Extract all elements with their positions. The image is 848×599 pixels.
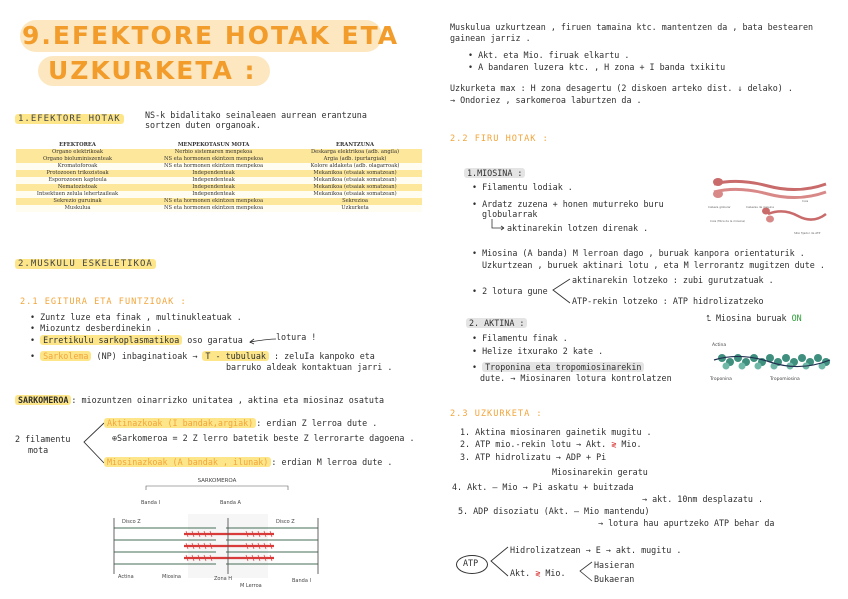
structure-bullet-4: • Sarkolema (NP) inbaginatioak → T - tubuluak : zeluIa kanpoko eta	[30, 351, 375, 361]
step-2-zigzag-icon: ≷	[611, 439, 617, 449]
table-row	[16, 191, 422, 198]
miosina-bullet-3b: Uzkurtzean , buruek aktinari lotu , eta M lerrorantz mugitzen dute .	[482, 260, 825, 270]
miosina-bullet-4: • 2 lotura gune	[472, 286, 548, 296]
structure-bullet-1: • Zuntz luze eta finak , multinukleatuak .	[30, 312, 242, 322]
step-2-text: 2. ATP mio.-rekin lotu → Akt.	[460, 439, 607, 449]
effector-table-wrap	[16, 141, 422, 212]
page-title-line-1: 9.EFEKTORE HOTAK ETA	[22, 21, 400, 50]
lotura-gune-bracket	[550, 276, 572, 306]
aktina-bullet-1-text: Filamentu finak .	[482, 333, 568, 343]
table-cell-menpekotasuna: Nerbio sistemaren menpekoa	[139, 149, 288, 156]
table-cell-erantzuna: Mekanikoa (etsaiak somatzean)	[288, 170, 422, 177]
table-cell-efektorea: Organo bioluminiszenteak	[16, 156, 139, 163]
intro-bullet-2-text: A bandaren luzera ktc. , H zona + I banda txikitu	[478, 62, 726, 72]
table-row	[16, 184, 422, 191]
atp-bukaeran: Bukaeran	[594, 574, 635, 584]
sarcomere-diagram	[106, 474, 328, 594]
intro-line-2: gainean jarriz .	[450, 33, 531, 43]
table-row	[16, 198, 422, 205]
actin-figure	[710, 338, 832, 384]
uzkurketa-step-1: 1. Aktina miosinaren gainetik mugitu .	[460, 427, 652, 437]
myosin-fig-label-5: Sitio fijador de ATP	[794, 231, 821, 235]
myosin-fig-label-1: Cabezas de miosina	[746, 205, 775, 209]
actina-fig-label: Actina	[712, 343, 727, 348]
table-header-menpekotasun: MENPEKOTASUN MOTA	[177, 142, 250, 148]
miosina-on-line: ⮤ Miosina buruak ON	[706, 313, 802, 323]
intro-bullet-1: • Akt. eta Mio. firuak elkartu .	[468, 50, 630, 60]
diagram-banda-i-right: Banda I	[292, 578, 311, 584]
structure-bullet-2: • Miozuntz desberdinekin .	[30, 323, 162, 333]
atp-zigzag-icon: ≷	[535, 568, 541, 578]
tropomiosina-fig-label: Tropomiosina	[770, 377, 800, 382]
structure-bullet-1-text: Zuntz luze eta finak , multinukleatuak .	[40, 312, 242, 322]
myosin-figure	[708, 164, 832, 242]
table-header-erantzuna: ERANTZUNA	[336, 142, 375, 148]
aktina-bullet-1: • Filamentu finak .	[472, 333, 568, 343]
table-row	[16, 149, 422, 156]
subsection-2-1-heading: 2.1 EGITURA ETA FUNTZIOAK :	[20, 297, 187, 307]
subsection-2-3-heading: 2.3 UZKURKETA :	[450, 409, 543, 419]
max-contraction-2: → Ondoriez , sarkomeroa laburtzen da .	[450, 95, 642, 105]
miosina-bullet-2: • Ardatz zuzena + honen muturreko buru	[472, 199, 664, 209]
miosina-bullet-4-text: 2 lotura gune	[482, 286, 548, 296]
miosina-bullet-3-text: Miosina (A banda) M lerroan dago , buruak kanpora orientaturik .	[482, 248, 805, 258]
filament-label-1: 2 filamentu	[15, 434, 71, 444]
lotura-gune-b: ATP-rekin lotzeko : ATP hidrolizatzeko	[572, 296, 764, 306]
table-cell-efektorea: Intsektuen zelula lehertzaileak	[16, 191, 139, 198]
actin-label: Aktinazkoak (I bandak,argiak)	[104, 418, 256, 428]
lotura-note: lotura !	[276, 332, 317, 342]
t-tubuluak-rest: : zeluIa kanpoko eta	[273, 351, 375, 361]
myosin-rest: : erdian M lerroa dute .	[271, 457, 393, 467]
miosina-bullet-2-text: Ardatz zuzena + honen muturreko buru	[482, 199, 664, 209]
myosin-line	[104, 457, 392, 469]
atp-line-1: Hidrolizatzean → E → akt. mugitu .	[510, 545, 682, 555]
effector-table	[16, 141, 422, 212]
intro-bullet-1-text: Akt. eta Mio. firuak elkartu .	[478, 50, 630, 60]
table-cell-erantzuna: Argia (adb. ipurtargiak)	[288, 156, 422, 163]
reticulum-rest: oso garatua .	[187, 335, 253, 345]
table-row	[16, 205, 422, 212]
troponina-fig-label: Troponina	[710, 377, 732, 382]
filament-bracket	[80, 420, 106, 466]
t-tubuluak-highlight: T - tubuluak	[202, 351, 269, 361]
diagram-banda-i-left: Banda I	[141, 500, 160, 506]
intro-line-1: Muskulua uzkurtzean , firuen tamaina ktc. mantentzen da , bata bestearen	[450, 22, 814, 32]
miosina-bullet-2b: globularrak	[482, 209, 538, 219]
table-cell-erantzuna: Mekanikoa (etsaiak somatzean)	[288, 184, 422, 191]
miosina-bullet-3: • Miosina (A banda) M lerroan dago , buruak kanpora orientaturik .	[472, 248, 805, 258]
table-cell-menpekotasuna: NS eta hormonen ekintzen menpekoa	[139, 205, 288, 212]
table-cell-efektorea: Protozooen trikozistoak	[16, 170, 139, 177]
section-2-heading	[15, 259, 156, 269]
intro-bullet-2: • A bandaren luzera ktc. , H zona + I banda txikitu	[468, 62, 726, 72]
structure-bullet-4b: barruko aldeak kontaktuan jarri .	[226, 362, 393, 372]
table-cell-efektorea: Muskulua	[16, 205, 139, 212]
reticulum-highlight: Erretikulu sarkoplasmatikoa	[40, 335, 182, 345]
atp-hasieran: Hasieran	[594, 560, 635, 570]
aktina-heading-text: 2. AKTINA :	[466, 318, 527, 328]
diagram-title: SARKOMEROA	[197, 478, 237, 484]
aktina-bullet-2: • Helize itxurako 2 kate .	[472, 346, 604, 356]
diagram-disco-z-left: Disco Z	[122, 519, 141, 525]
myosin-label: Miosinazkoak (A bandak , ilunak)	[104, 457, 271, 467]
table-cell-menpekotasuna: NS eta hormonen ekintzen menpekoa	[139, 163, 288, 170]
miosina-arrow-1	[490, 218, 506, 232]
uzkurketa-step-3b: Miosinarekin geratu	[552, 467, 648, 477]
table-cell-erantzuna: Deskarga elektrikoa (adb. angila)	[288, 149, 422, 156]
on-label: ON	[791, 313, 802, 323]
aktina-dute: dute.	[480, 373, 506, 383]
miosina-bullet-2c: aktinarekin lotzen direnak .	[507, 223, 649, 233]
miosina-bullet-1-text: Filamentu lodiak .	[482, 182, 573, 192]
atp-akt: Akt.	[510, 568, 531, 578]
table-row	[16, 177, 422, 184]
aktina-bullet-3: • Troponina eta tropomiosinarekin	[472, 362, 644, 374]
table-cell-efektorea: Organo elektrikoak	[16, 149, 139, 156]
diagram-actina: Actina	[118, 574, 134, 580]
atp-mio: Mio.	[545, 568, 566, 578]
sarkolema-highlight: Sarkolema	[40, 351, 91, 361]
table-row	[16, 170, 422, 177]
table-cell-menpekotasuna: Independenteak	[139, 191, 288, 198]
diagram-m-lerroa: M Lerroa	[240, 583, 262, 589]
aktina-control: → Miosinaren lotura kontrolatzen	[510, 373, 672, 383]
uzkurketa-step-3: 3. ATP hidrolizatu → ADP + Pi	[460, 452, 607, 462]
table-row	[16, 156, 422, 163]
table-cell-menpekotasuna: Independenteak	[139, 184, 288, 191]
atp-label: ATP	[463, 558, 479, 568]
sarkomeroa-label: SARKOMEROA	[15, 395, 71, 405]
sarkolema-rest: (NP) inbaginatioak →	[96, 351, 198, 361]
table-cell-menpekotasuna: NS eta hormonen ekintzen menpekoa	[139, 198, 288, 205]
myosin-fig-label-2: Cabeza globular	[708, 205, 731, 209]
uzkurketa-step-5b: → lotura hau apurtzeko ATP behar da	[598, 518, 775, 528]
myosin-fig-label-3: Cola	[802, 199, 809, 203]
table-cell-efektorea: Esporozooen kaptoula	[16, 177, 139, 184]
lotura-gune-a: aktinarekin lotzeko : zubi gurutzatuak .	[572, 275, 774, 285]
aktina-bullet-2-text: Helize itxurako 2 kate .	[482, 346, 604, 356]
table-cell-erantzuna: Kolore aldaketa (adb. olagarroak)	[288, 163, 422, 170]
atp-bracket-2	[578, 560, 594, 584]
sarkomeroa-text: : miozuntzen oinarrizko unitatea , aktina eta miosinaz osatuta	[71, 395, 385, 405]
table-cell-erantzuna: Sekrezioa	[288, 198, 422, 205]
uzkurketa-step-4: 4. Akt. — Mio → Pi askatu + buitzada	[452, 482, 634, 492]
table-cell-erantzuna: Uzkurketa	[288, 205, 422, 212]
table-cell-menpekotasuna: Independenteak	[139, 177, 288, 184]
page-title-line-2: UZKURKETA :	[48, 56, 257, 85]
miosina-bullet-1: • Filamentu lodiak .	[472, 182, 573, 192]
lotura-arrow	[246, 336, 278, 346]
actin-sub: ⊕Sarkomeroa = 2 Z lerro batetik beste Z lerrorarte dagoena .	[112, 433, 415, 443]
miosina-heading	[464, 168, 525, 180]
table-cell-efektorea: Nematozistoak	[16, 184, 139, 191]
aktina-bullet-3b	[480, 373, 672, 385]
diagram-disco-z-right: Disco Z	[276, 519, 295, 525]
table-cell-erantzuna: Mekanikoa (etsaiak somatzean)	[288, 191, 422, 198]
aktina-bullet-3-text: Troponina eta tropomiosinarekin	[482, 362, 644, 372]
diagram-miosina: Miosina	[162, 574, 181, 580]
step-2-mio: Mio.	[621, 439, 642, 449]
uzkurketa-step-4b: → akt. 10nm desplazatu .	[642, 494, 764, 504]
uzkurketa-step-2	[460, 439, 642, 451]
table-cell-menpekotasuna: Independenteak	[139, 170, 288, 177]
subsection-2-2-heading: 2.2 FIRU HOTAK :	[450, 134, 549, 144]
table-row	[16, 163, 422, 170]
effector-definition-2: sortzen duten organoak.	[145, 120, 261, 130]
aktina-heading	[466, 318, 527, 330]
structure-bullet-2-text: Miozuntz desberdinekin .	[40, 323, 162, 333]
uzkurketa-step-5: 5. ADP disoziatu (Akt. — Mio mantendu)	[458, 506, 650, 516]
section-2-heading-text: 2.MUSKULU ESKELETIKOA	[15, 259, 156, 269]
miosina-heading-text: 1.MIOSINA :	[464, 168, 525, 178]
myosin-fig-label-4: Cola (fibra de la miosina)	[710, 219, 746, 223]
table-cell-erantzuna: Mekanikoa (etsaiak somatzean)	[288, 177, 422, 184]
table-cell-menpekotasuna: NS eta hormonen ekintzen menpekoa	[139, 156, 288, 163]
sarkomeroa-line	[15, 395, 384, 407]
filament-label-2: mota	[28, 445, 49, 455]
diagram-zona-h: Zona H	[214, 576, 233, 582]
diagram-banda-a: Banda A	[220, 500, 241, 506]
miosina-buruak: Miosina buruak	[715, 313, 787, 323]
table-cell-efektorea: Sekrezio guruinak	[16, 198, 139, 205]
section-1-heading	[15, 114, 124, 124]
section-1-heading-text: 1.EFEKTORE HOTAK	[15, 114, 124, 124]
effector-definition-1: NS-k bidalitako seinaleaen aurrean erantzuna	[145, 110, 367, 120]
structure-bullet-3: • Erretikulu sarkoplasmatikoa oso garatua .	[30, 335, 253, 345]
atp-line-2	[510, 568, 565, 580]
actin-line	[104, 418, 377, 430]
atp-bracket	[488, 544, 510, 580]
max-contraction-1: Uzkurketa max : H zona desagertu (2 diskoen arteko dist. ↓ delako) .	[450, 83, 793, 93]
table-cell-efektorea: Kromatoforoak	[16, 163, 139, 170]
actin-rest: : erdian Z lerroa dute .	[256, 418, 378, 428]
table-header-efektorea: EFEKTOREA	[59, 142, 96, 148]
